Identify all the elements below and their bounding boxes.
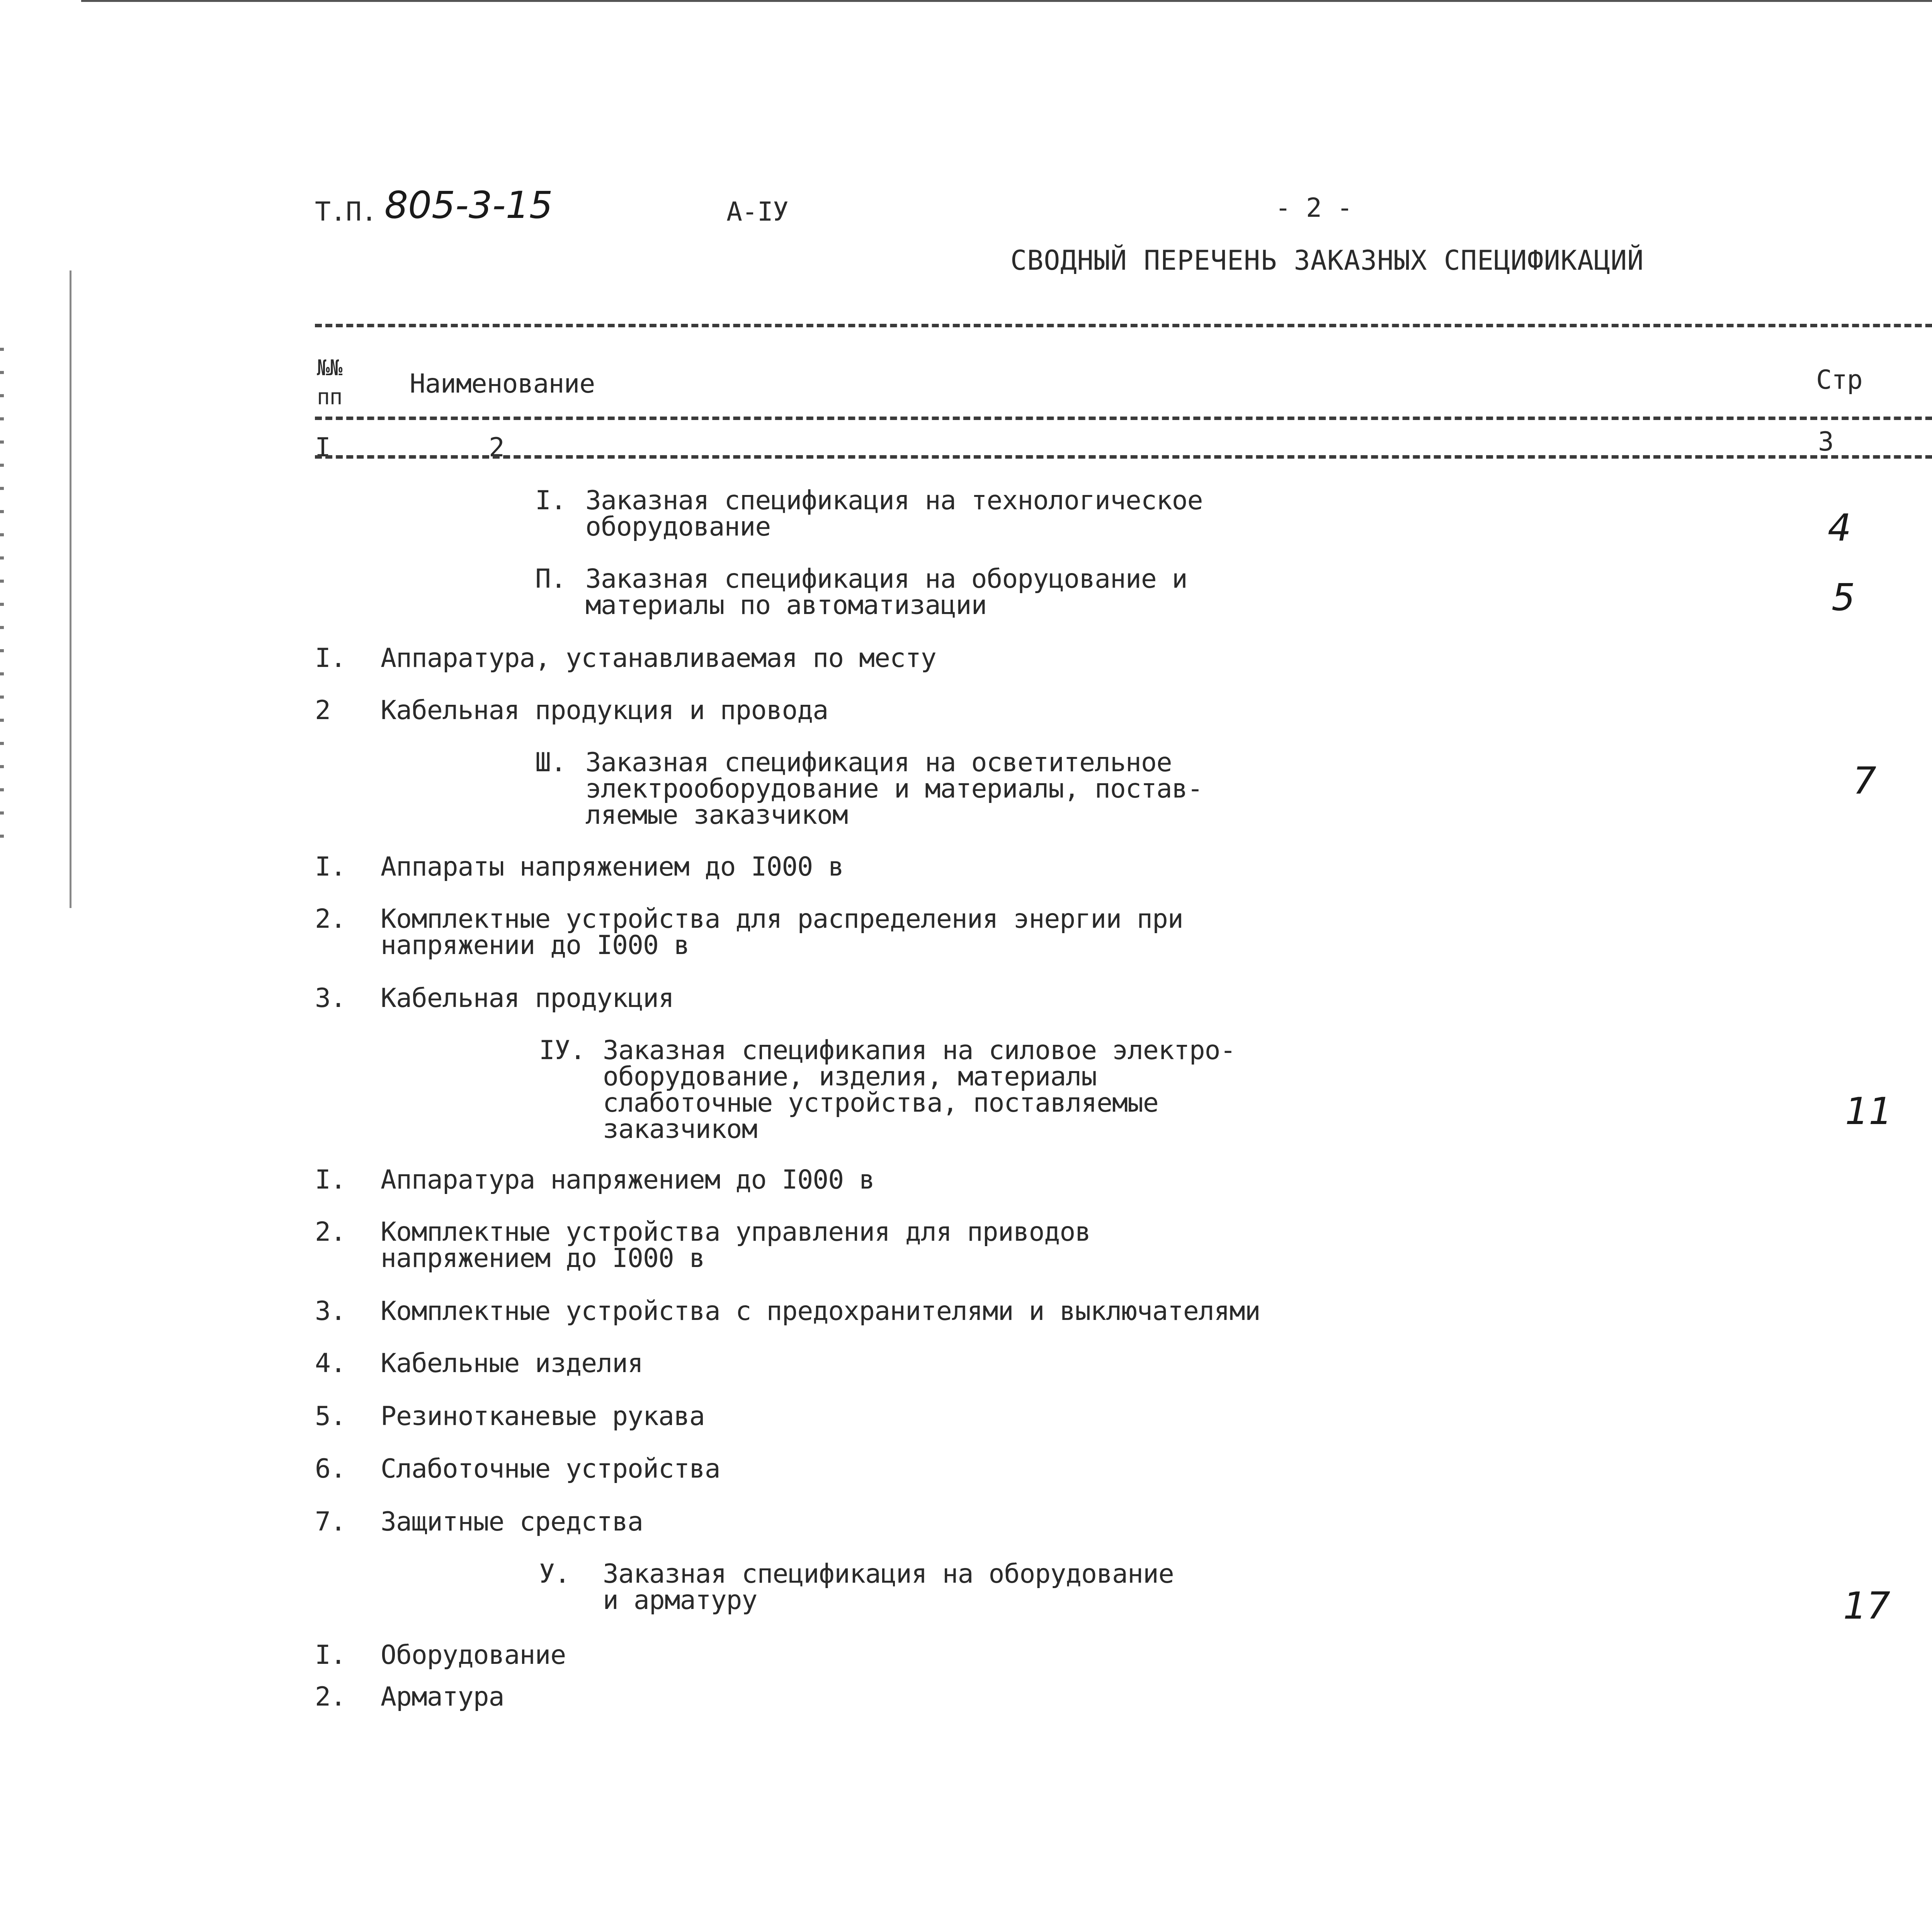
section-numeral: Ш. [535,747,566,778]
item-text: Резинотканевые рукава [381,1401,705,1432]
page-number: - 2 - [1275,193,1352,223]
section-numeral: П. [535,564,566,594]
section-title-line: Заказная спецификация на оборуцование и [585,564,1187,594]
section-title-line: оборудование [585,512,771,542]
item-number: 2. [315,1682,346,1712]
item-number: 3. [315,983,346,1014]
item-text: Кабельная продукция и провода [381,695,828,726]
item-number: I. [315,1165,346,1195]
item-number: I. [315,1640,346,1670]
table-rule-top [315,324,1932,327]
section-title-line: ляемые заказчиком [585,800,848,830]
item-text: Комплектные устройства для распределения энергии при [381,904,1183,934]
scan-edge-left [70,270,71,908]
section-numeral: I. [535,485,566,516]
binding-marks [0,348,4,850]
item-number: I. [315,643,346,673]
item-number: I. [315,852,346,882]
section-title-line: электрооборудование и материалы, постав- [585,774,1203,804]
item-number: 2 [315,695,330,726]
item-text: Арматура [381,1682,504,1712]
item-number: 3. [315,1296,346,1327]
section-title-line: заказчиком [603,1114,757,1145]
scan-edge-top [81,0,1932,2]
col-page-header: Стр [1816,365,1862,395]
item-text: напряжением до I000 в [381,1243,705,1274]
section-page: 4 [1828,506,1852,549]
item-number: 6. [315,1454,346,1484]
col-name-index: 2 [489,432,504,463]
section-title-line: Заказная спецификация на технологическое [585,485,1203,516]
section-page: 17 [1843,1584,1891,1628]
section-title-line: Заказная спецификапия на силовое электро- [603,1035,1236,1066]
item-text: Оборудование [381,1640,566,1670]
col-number-header-2: пп [317,384,342,410]
item-text: Кабельные изделия [381,1348,643,1379]
item-text: Кабельная продукция [381,983,674,1014]
col-page-index: 3 [1818,427,1833,457]
section-page: 5 [1832,576,1855,619]
item-text: Комплектные устройства с предохранителями и выключателями [381,1296,1260,1327]
item-text: Аппаратура, устанавливаемая по месту [381,643,936,673]
section-page: 7 [1853,759,1877,803]
item-number: 2. [315,904,346,934]
col-number-index: I [315,432,330,463]
item-text: Аппаратура напряжением до I000 в [381,1165,875,1195]
item-text: Комплектные устройства управления для приводов [381,1217,1091,1247]
tp-number: 805-3-15 [384,184,553,227]
item-text: Защитные средства [381,1507,643,1537]
section-numeral: У. [539,1559,570,1589]
section-title-line: оборудование, изделия, материалы [603,1061,1097,1092]
item-number: 5. [315,1401,346,1432]
section-numeral: IУ. [539,1035,585,1066]
item-text: Слаботочные устройства [381,1454,720,1484]
tp-prefix: Т.П. [315,197,377,227]
col-name-header: Наименование [410,369,595,399]
item-text: напряжении до I000 в [381,930,689,961]
page-title: СВОДНЫЙ ПЕРЕЧЕНЬ ЗАКАЗНЫХ СПЕЦИФИКАЦИЙ [1010,245,1644,276]
section-title-line: материалы по автоматизации [585,590,987,621]
section-title-line: слаботочные устройства, поставляемые [603,1088,1158,1118]
item-number: 7. [315,1507,346,1537]
table-rule-mid [315,417,1932,420]
section-title-line: и арматуру [603,1585,757,1616]
section-title-line: Заказная спецификация на оборудование [603,1559,1174,1589]
item-number: 2. [315,1217,346,1247]
section-title-line: Заказная спецификация на осветительное [585,747,1172,778]
album-code: А-IУ [726,197,788,227]
section-page: 11 [1845,1090,1893,1133]
item-number: 4. [315,1348,346,1379]
item-text: Аппараты напряжением до I000 в [381,852,844,882]
col-number-header-1: №№ [317,355,342,381]
table-rule-bottom [315,455,1932,459]
